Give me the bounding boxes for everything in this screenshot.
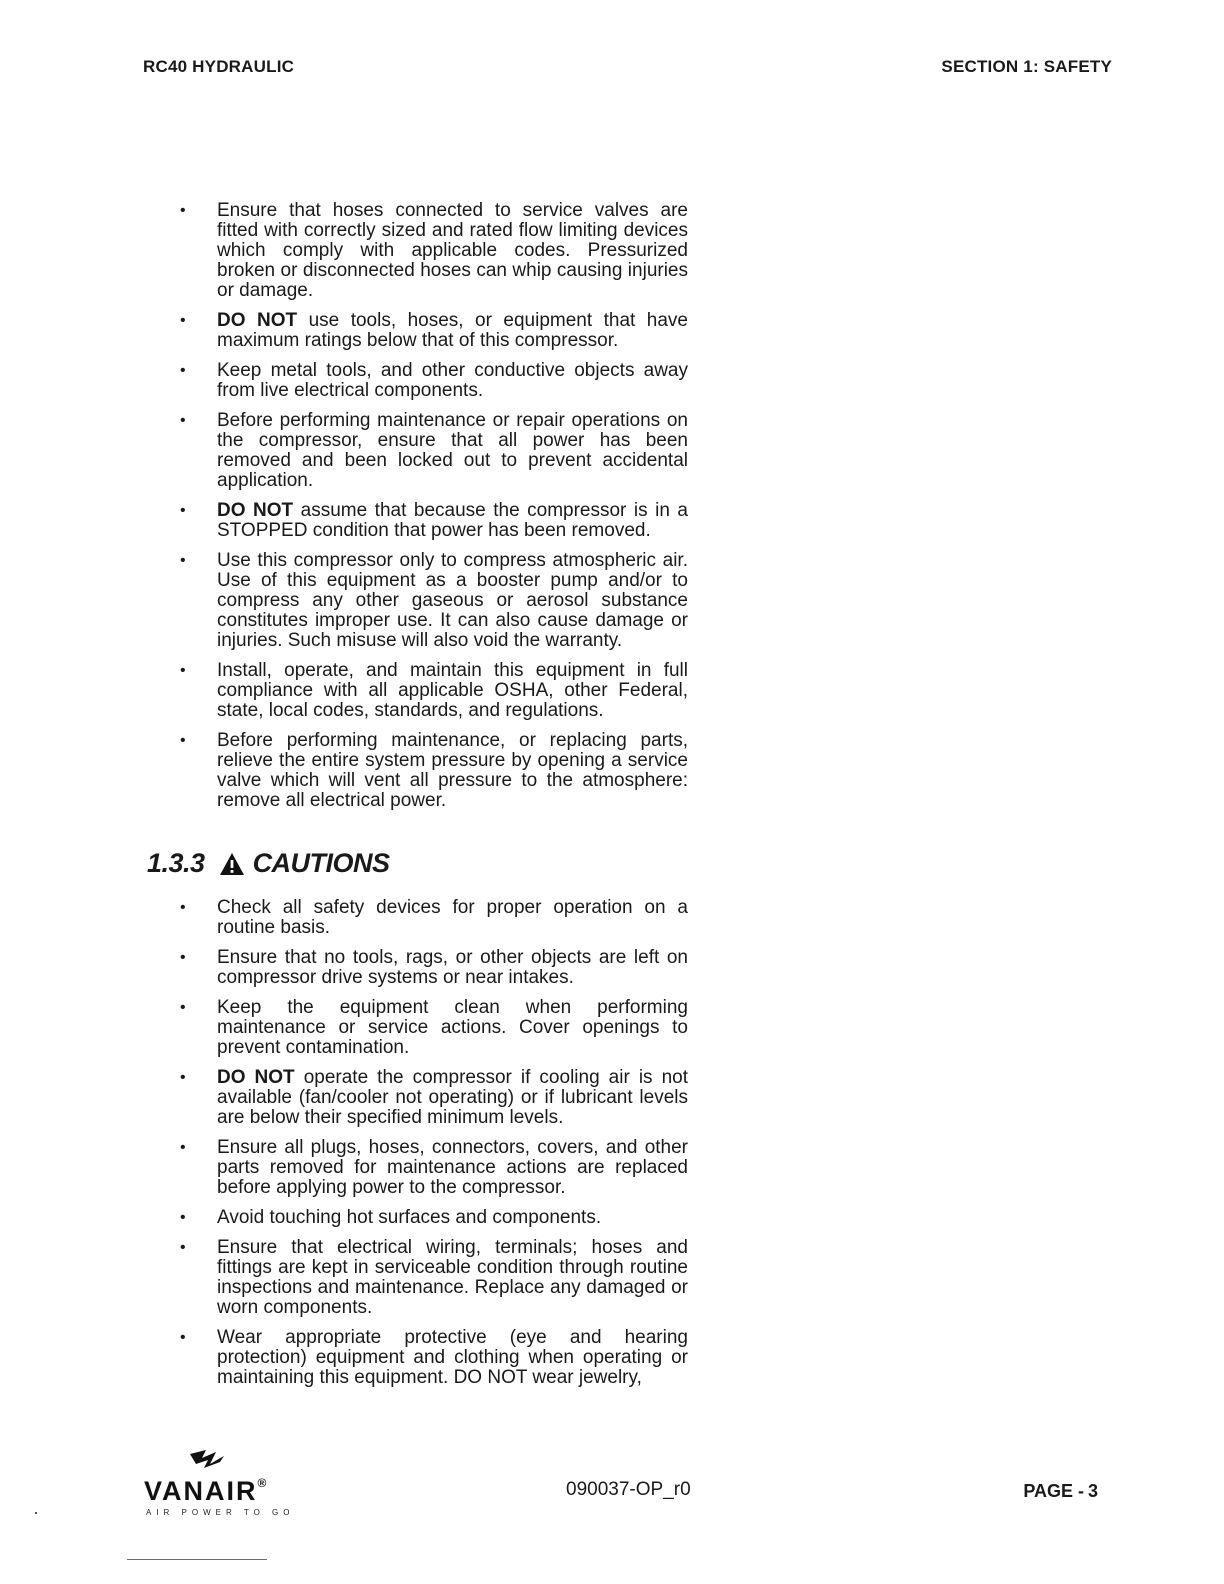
list-item-text: use tools, hoses, or equipment that have maximum ratings below that of this compressor. bbox=[217, 310, 688, 351]
list-item bbox=[178, 1238, 688, 1318]
logo-wordmark: VANAIR® bbox=[144, 1476, 269, 1506]
bullet-icon: • bbox=[180, 899, 186, 916]
bullet-icon: • bbox=[180, 362, 186, 379]
list-item-text: Ensure that no tools, rags, or other objects are left on compressor drive systems or near intakes. bbox=[217, 947, 688, 988]
bullet-icon: • bbox=[180, 732, 186, 749]
list-item bbox=[178, 551, 688, 651]
bullet-icon: • bbox=[180, 949, 186, 966]
list-item-text: Wear appropriate protective (eye and hearing protection) equipment and clothing when operating or maintaining this equipment. DO NOT wear jewelry, bbox=[217, 1327, 688, 1388]
page-value: 3 bbox=[1087, 1481, 1098, 1501]
list-item bbox=[178, 1208, 688, 1228]
bullet-icon: • bbox=[180, 202, 186, 219]
list-item bbox=[178, 998, 688, 1058]
header-product-title: RC40 HYDRAULIC bbox=[143, 57, 295, 76]
bullet-icon: • bbox=[180, 999, 186, 1016]
list-item bbox=[178, 411, 688, 491]
list-item-text: Ensure all plugs, hoses, connectors, covers, and other parts removed for maintenance actions are replaced before applying power to the compressor. bbox=[217, 1137, 688, 1198]
bullet-icon: • bbox=[180, 552, 186, 569]
list-item-text: Check all safety devices for proper operation on a routine basis. bbox=[217, 897, 688, 938]
bullet-icon: • bbox=[180, 1139, 186, 1156]
page-label: PAGE - bbox=[1023, 1481, 1084, 1501]
section-number: 1.3.3 bbox=[147, 848, 205, 878]
list-item bbox=[178, 948, 688, 988]
list-item-text: Ensure that hoses connected to service valves are fitted with correctly sized and rated flow limiting devices which comply with applicable codes. Pressurized broken or disconnected hoses can whip causing injuries or damage. bbox=[217, 200, 688, 301]
list-item bbox=[178, 201, 688, 301]
list-item bbox=[178, 1068, 688, 1128]
list-item bbox=[178, 1138, 688, 1198]
bullet-icon: • bbox=[180, 1239, 186, 1256]
cautions-heading bbox=[147, 848, 390, 879]
list-item-text: Keep the equipment clean when performing maintenance or service actions. Cover openings to prevent contamination. bbox=[217, 997, 688, 1058]
section-title: CAUTIONS bbox=[252, 848, 390, 878]
list-item bbox=[178, 1328, 688, 1388]
list-item-text: Before performing maintenance, or replacing parts, relieve the entire system pressure by opening a service valve which will vent all pressure to the atmosphere: remove all electrical power. bbox=[217, 730, 688, 811]
list-item-text: Keep metal tools, and other conductive objects away from live electrical components. bbox=[217, 360, 688, 401]
emphasis: DO NOT bbox=[217, 310, 298, 331]
bullet-icon: • bbox=[180, 1069, 186, 1086]
vanair-logo bbox=[144, 1448, 314, 1518]
logo-mark-icon bbox=[190, 1448, 226, 1470]
scan-speck bbox=[35, 1512, 37, 1514]
header-section-title: SECTION 1: SAFETY bbox=[941, 57, 1112, 76]
logo-tagline: AIR POWER TO GO bbox=[146, 1508, 295, 1517]
bottom-rule bbox=[127, 1559, 267, 1560]
list-item bbox=[178, 898, 688, 938]
warnings-list bbox=[178, 201, 688, 821]
list-item-text: operate the compressor if cooling air is not available (fan/cooler not operating) or if lubricant levels are below their specified minimum levels. bbox=[217, 1067, 689, 1128]
emphasis: DO NOT bbox=[217, 500, 294, 521]
bullet-icon: • bbox=[180, 502, 186, 519]
list-item-text: Use this compressor only to compress atmospheric air. Use of this equipment as a booster pump and/or to compress any other gaseous or aerosol substance constitutes improper use. It can also cause damage or injuries. Such misuse will also void the warranty. bbox=[217, 550, 688, 651]
list-item bbox=[178, 661, 688, 721]
list-item bbox=[178, 361, 688, 401]
bullet-icon: • bbox=[180, 312, 186, 329]
bullet-icon: • bbox=[180, 662, 186, 679]
list-item bbox=[178, 311, 688, 351]
list-item-text: assume that because the compressor is in a STOPPED condition that power has been removed. bbox=[217, 500, 688, 541]
list-item-text: Before performing maintenance or repair operations on the compressor, ensure that all power has been removed and been locked out to prevent accidental application. bbox=[217, 410, 688, 491]
list-item bbox=[178, 501, 688, 541]
list-item-text: Avoid touching hot surfaces and components. bbox=[217, 1207, 602, 1228]
warning-triangle-icon bbox=[219, 852, 245, 876]
bullet-icon: • bbox=[180, 1209, 186, 1226]
bullet-icon: • bbox=[180, 1329, 186, 1346]
cautions-list bbox=[178, 898, 688, 1398]
document-id: 090037-OP_r0 bbox=[566, 1479, 691, 1500]
list-item bbox=[178, 731, 688, 811]
list-item-text: Install, operate, and maintain this equipment in full compliance with all applicable OSHA, other Federal, state, local codes, standards, and regulations. bbox=[217, 660, 688, 721]
emphasis: DO NOT bbox=[217, 1067, 295, 1088]
list-item-text: Ensure that electrical wiring, terminals; hoses and fittings are kept in serviceable condition through routine inspections and maintenance. Replace any damaged or worn components. bbox=[217, 1237, 688, 1318]
bullet-icon: • bbox=[180, 412, 186, 429]
page-number bbox=[1023, 1481, 1098, 1502]
